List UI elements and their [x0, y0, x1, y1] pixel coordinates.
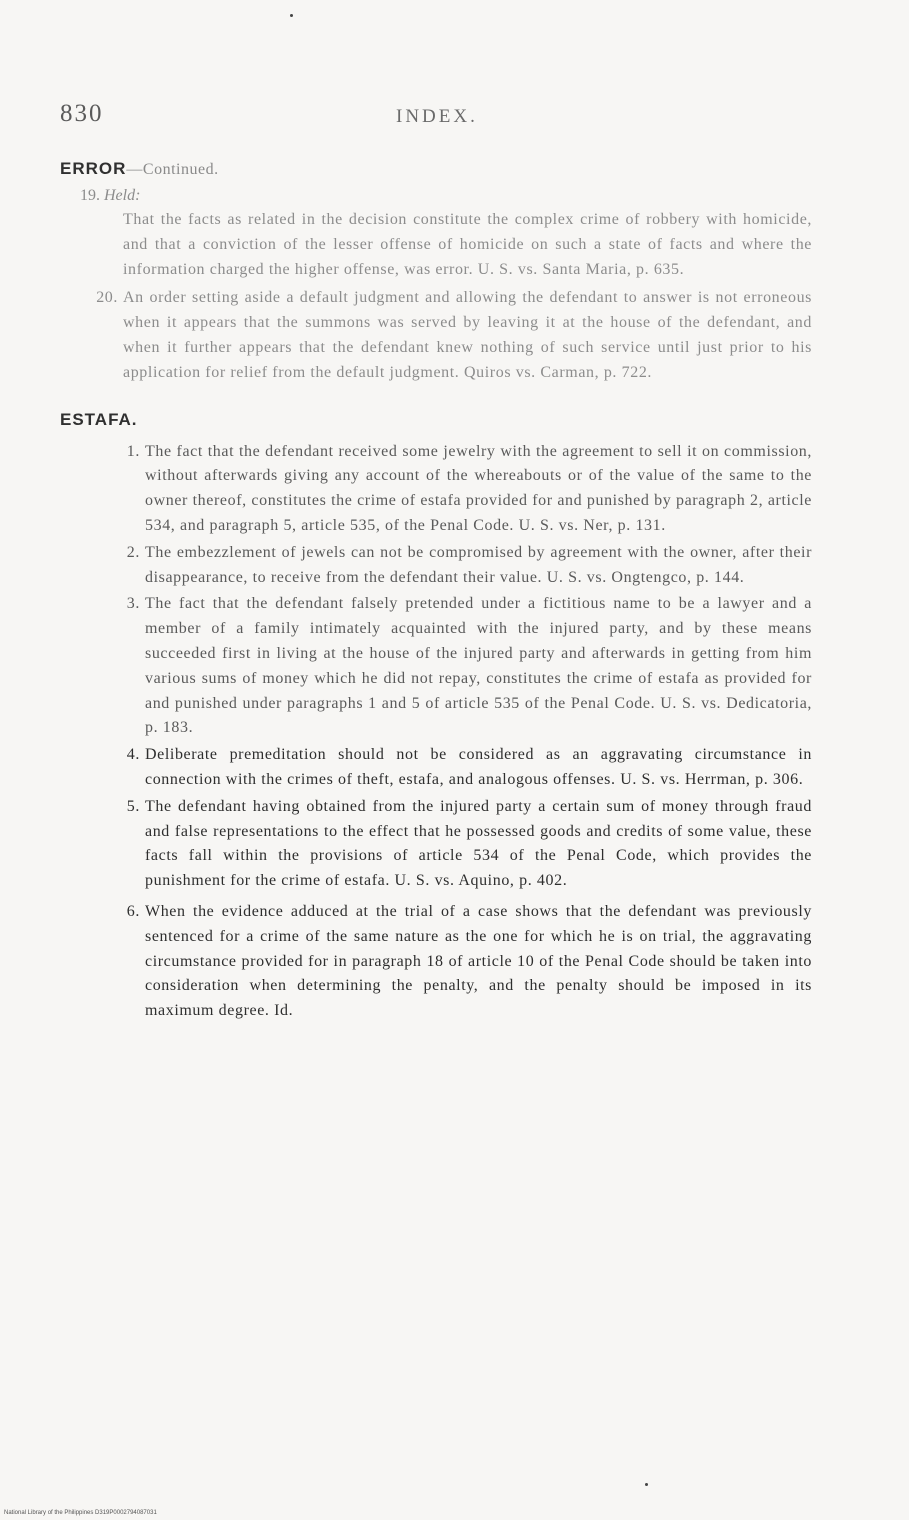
index-entry-19: That the facts as related in the decision constitute the complex crime of robbery with homicide, and that a conviction of the lesser offense of homicide on such a state of facts and where the information charged the higher offense, was error. U. S. vs. Santa Maria, p. 635. [123, 211, 812, 278]
index-entry-estafa-1: 1. The fact that the defendant received some jewelry with the agreement to sell it on commission, without afterwards giving any account of the whereabouts or of the value of the same to the owner thereof, constitutes the crime of estafa provided for and punished by paragraph 2, article 534, and paragraph 5, article 535, of the Penal Code. U. S. vs. Ner, p. 131. [126, 442, 812, 534]
section-heading-error: ERROR—Continued. [60, 159, 219, 178]
running-title: INDEX. [396, 106, 478, 127]
library-watermark: National Library of the Philippines D319P0002794087031 [4, 1510, 157, 1516]
index-entry-estafa-2: 2. The embezzlement of jewels can not be compromised by agreement with the owner, after their disappearance, to receive from the defendant their value. U. S. vs. Ongtengco, p. 144. [126, 543, 812, 586]
index-entry-estafa-5: 5. The defendant having obtained from the injured party a certain sum of money through fraud and false representations to the effect that he possessed goods and credits of some value, these facts fall within the provisions of article 534 of the Penal Code, which provides the punishment for the crime of estafa. U. S. vs. Aquino, p. 402. [126, 797, 812, 890]
page-number: 830 [60, 100, 104, 127]
scan-speck [645, 1483, 648, 1486]
scan-speck [290, 14, 293, 17]
continued-label: —Continued. [126, 161, 219, 178]
index-entry-estafa-4: 4. Deliberate premeditation should not be considered as an aggravating circumstance in connection with the crimes of theft, estafa, and analogous offenses. U. S. vs. Herrman, p. 306. [126, 746, 812, 788]
index-content [60, 155, 812, 1024]
index-entry-estafa-3: 3. The fact that the defendant falsely pretended under a fictitious name to be a lawyer and a member of a family intimately acquainted with the injured party, and by these means succeeded first in living at the house of the injured party and afterwards in getting from him various sums of money which he did not repay, constitutes the crime of estafa as provided for and punished under paragraphs 1 and 5 of article 535 of the Penal Code. U. S. vs. Dedicatoria, p. 183. [126, 595, 812, 737]
index-entry-estafa-6: 6. When the evidence adduced at the trial of a case shows that the defendant was previously sentenced for a crime of the same nature as the one for which he is on trial, the aggravating circumstance provided for in paragraph 18 of article 10 of the Penal Code should be taken into consideration when determining the penalty, and the penalty should be imposed in its maximum degree. Id. [126, 902, 812, 1020]
index-entry-20: 20. An order setting aside a default judgment and allowing the defendant to answer is not erroneous when it appears that the summons was served by leaving it at the house of the defendant, and when it further appears that the defendant knew nothing of such service until just prior to his application for relief from the default judgment. Quiros vs. Carman, p. 722. [96, 289, 812, 381]
entry-19-label: 19. Held: [80, 187, 141, 204]
section-heading-estafa: ESTAFA. [60, 409, 138, 429]
